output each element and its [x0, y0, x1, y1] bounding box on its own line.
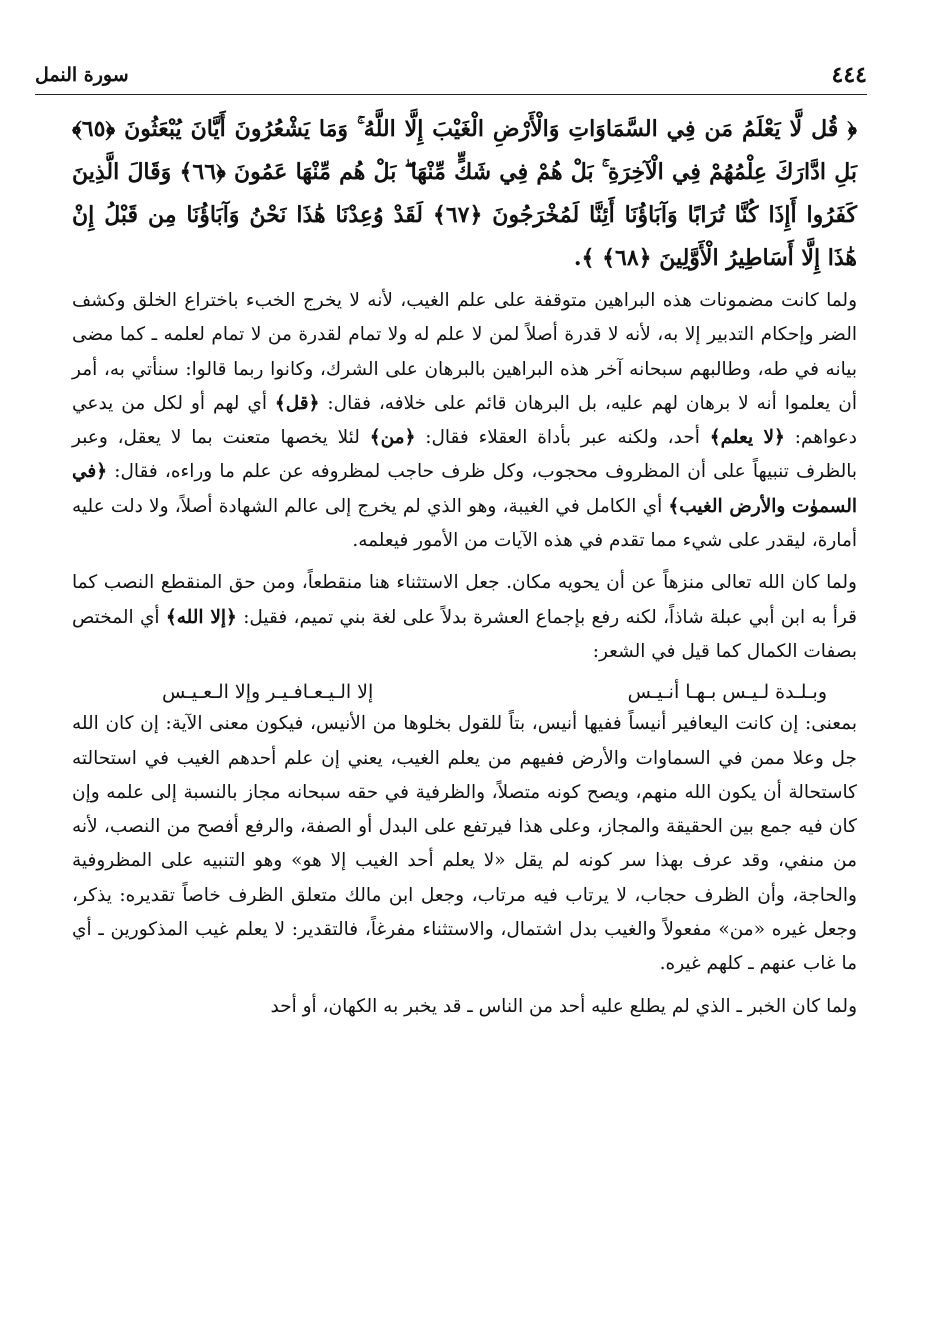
page-number: ٤٤٤: [831, 62, 867, 88]
quran-verses: ﴿ قُل لَّا يَعْلَمُ مَن فِي السَّمَاوَاتِ وَالْأَرْضِ الْغَيْبَ إِلَّا اللَّهُ ۚ وَمَا يَشْعُرُونَ أَيَّانَ يُبْعَثُونَ ﴿٦٥﴾ بَلِ ادَّارَكَ عِلْمُهُمْ فِي الْآخِرَةِ ۚ بَلْ هُمْ فِي شَكٍّ مِّنْهَا ۖ بَلْ هُم مِّنْهَا عَمُونَ ﴿٦٦﴾ وَقَالَ الَّذِينَ كَفَرُوا أَإِذَا كُنَّا تُرَابًا وَآبَاؤُنَا أَئِنَّا لَمُخْرَجُونَ ﴿٦٧﴾ لَقَدْ وُعِدْنَا هَٰذَا نَحْنُ وَآبَاؤُنَا مِن قَبْلُ إِنْ هَٰذَا إِلَّا أَسَاطِيرُ الْأَوَّلِينَ ﴿٦٨﴾ ﴾.: [72, 116, 857, 271]
poem-first-hemistich: وبـلـدة لـيـس بـهـا أنـيـس: [627, 681, 827, 704]
poetry-verse: [162, 681, 827, 703]
text-run: لئلا يخصها متعنت بما لا يعقل، وعبر بالظرف تنبيهاً على أن المظروف محجوب، وكل ظرف حاجب لمظروفه عن علم ما وراءه، فقال:: [72, 427, 857, 483]
text-run: أحد، ولكنه عبر بأداة العقلاء فقال:: [415, 427, 710, 449]
page-body: [72, 108, 857, 1024]
quoted-word: ﴿في السموٰت والأرض الغيب﴾: [72, 461, 857, 517]
quoted-word: ﴿إلا الله﴾: [165, 606, 237, 628]
quoted-word: ﴿لا يعلم﴾: [709, 427, 785, 449]
poem-second-hemistich: إلا الـيـعـافـيـر وإلا الـعـيـس: [162, 681, 374, 704]
commentary-paragraph-3: بمعنى: إن كانت اليعافير أنيساً ففيها أنيس، بتاً للقول بخلوها من الأنيس، فيكون معنى الآية: إن كان الله جل وعلا ممن في السماوات والأرض ففيهم من يعلم الغيب، يعني إن علم أحدهم الغيب في استحالته كاستحالة أن يكون الله منهم، ويصح كونه متصلاً، والظرفية في حقه سبحانه مجاز بالنسبة إلى علمه وإن كان فيه جمع بين الحقيقة والمجاز، وعلى هذا فيرتفع على البدل أو الصفة، والرفع أفصح من النصب، لأنه من منفي، وقد عرف بهذا سر كونه لم يقل «لا يعلم أحد الغيب إلا هو» وهو التنبيه على المظروفية والحاجة، وأن الظرف حجاب، لا يرتاب فيه مرتاب، وجعل ابن مالك متعلق الظرف خاصاً تقديره: يذكر، وجعل غيره «من» مفعولاً والغيب بدل اشتمال، والاستثناء مفرغاً، فالتقدير: لا يعلم غيب المذكورين ـ أي ما غاب عنهم ـ كلهم غيره.: [72, 713, 857, 975]
text-run: أي المختص بصفات الكمال كما قيل في الشعر:: [72, 606, 857, 662]
commentary-paragraph-4: ولما كان الخبر ـ الذي لم يطلع عليه أحد من الناس ـ قد يخبر به الكهان، أو أحد: [270, 995, 857, 1017]
text-run: ولما كانت مضمونات هذه البراهين متوقفة على علم الغيب، لأنه لا يخرج الخبء باختراع الخلق وكشف الضر وإحكام التدبير إلا به، لأنه لا قدرة أصلاً لمن لا علم له ولا تمام لقدرة من لا تمام لعلمه ـ كما مضى بيانه في طه، وطالبهم سبحانه آخر هذه البراهين بالبرهان على الشرك، وكانوا ربما قالوا: سنأتي به، أمر أن يعلموا أنه لا برهان لهم عليه، بل البرهان قائم على خلافه، فقال:: [72, 290, 857, 414]
text-run: ولما كان الله تعالى منزهاً عن أن يحويه مكان. جعل الاستثناء هنا منقطعاً، ومن حق المنقطع النصب كما قرأ به ابن أبي عبلة شاذاً، لكنه رفع بإجماع العشرة بدلاً على لغة بني تميم، فقيل:: [72, 572, 857, 628]
running-header: [35, 62, 867, 95]
surah-title: سورة النمل: [35, 64, 129, 86]
text-run: أي لهم أو لكل من يدعي دعواهم:: [72, 392, 857, 449]
quoted-word: ﴿من﴾: [369, 427, 416, 449]
quoted-word: ﴿قل﴾: [274, 392, 320, 414]
commentary-paragraph-2: [72, 566, 857, 669]
text-run: أي الكامل في الغيبة، وهو الذي لم يخرج إلى عالم الشهادة أصلاً، ولا دلت عليه أمارة، ليقدر على شيء مما تقدم في هذه الآيات من الأمور فيعلمه.: [72, 495, 857, 552]
commentary-paragraph-1: [72, 284, 857, 558]
